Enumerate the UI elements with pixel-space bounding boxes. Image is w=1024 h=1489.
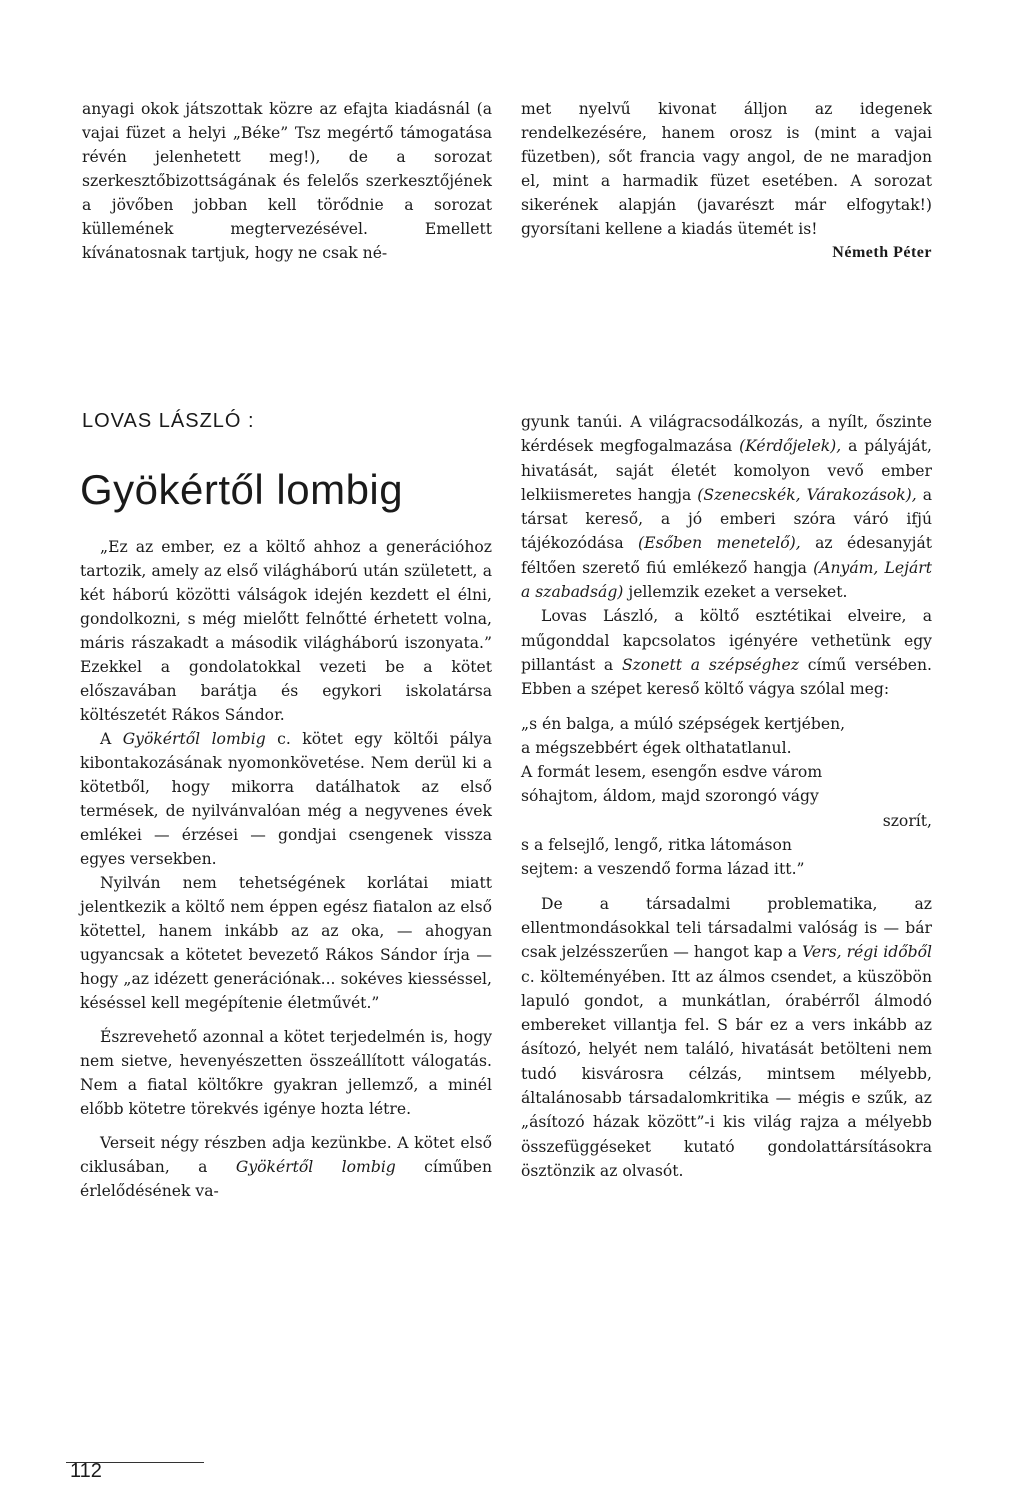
paragraph: Észrevehető azonnal a kötet terjedelmén is, hogy nem sietve, hevenyészetten összeállított válogatás. Nem a fiatal költőkre gyakran jellemző, a minél előbb kötetre törekvés igénye hozta létre.: [80, 1028, 492, 1118]
poem-line: sóhajtom, áldom, majd szorongó vágy: [521, 787, 819, 806]
signature: Németh Péter: [832, 244, 932, 261]
column-top-right: [521, 97, 932, 265]
poem-line: s a felsejlő, lengő, ritka látomáson: [521, 836, 792, 855]
paragraph: Lovas László, a költő esztétikai elveire, a műgonddal kapcsolatos igényére vethetünk egy pillantást a Szonett a szépséghez című versében. Ebben a szépet kereső költő vágya szólal meg:: [521, 607, 932, 699]
page-number: 112: [70, 1460, 102, 1482]
column-bottom-right: [521, 410, 932, 1183]
paragraph: anyagi okok játszottak közre az efajta kiadásnál (a vajai füzet a helyi „Béke” Tsz megértő támogatása révén jelenhetett meg!), de a sorozat szerkesztőbizottságának és felelős szerkesztőjének a jövőben jobban kell törődnie a sorozat küllemének megtervezésével. Emellett kívánatosnak tartjuk, hogy ne csak né-: [82, 100, 492, 262]
column-bottom-left: [80, 535, 492, 1203]
paragraph: De a társadalmi problematika, az ellentmondásokkal teli társadalmi valóság is — bár csak jelzésszerűen — hangot kap a Vers, régi időből c. költeményében. Itt az álmos csendet, a küszöbön lapuló gondot, a munkátlan, órabérről álmodó embereket villantja fel. S bár ez a vers inkább az ásítozó, helyét nem találó, hivatását betölteni nem tudó kisvárosra célzás, mintsem mélyebb, általánosabb társadalomkritika — mégis e szűk, az „ásítozó házak között”-i kis világ rajza a mélyebb összefüggéseket kutató gondolattársításokra ösztönzik az olvasót.: [521, 894, 932, 1180]
paragraph: gyunk tanúi. A világracsodálkozás, a nyílt, őszinte kérdések megfogalmazása (Kérdőjelek), a pályáját, hivatását, saját életét komolyon vevő ember lelkiismeretes hangja (Szenecskék, Várakozások), a társat kereső, a jó emberi szóra váró ifjú tájékozódása (Esőben menetelő), az édesanyját féltően szerető fiú emlékező hangja (Anyám, Lejárt a szabadság) jellemzik ezeket a verseket.: [521, 413, 933, 602]
book-title: Gyökértől lombig: [122, 730, 266, 748]
paragraph: Verseit négy részben adja kezünkbe. A kötet első ciklusában, a Gyökértől lombig címűben érlelődésének va-: [80, 1134, 492, 1200]
book-title: Gyökértől lombig: [235, 1158, 396, 1176]
article-title: Gyökértől lombig: [80, 466, 404, 513]
article-author: LOVAS LÁSZLÓ :: [82, 410, 255, 432]
paragraph: met nyelvű kivonat álljon az idegenek rendelkezésére, hanem orosz is (mint a vajai füzetben), sőt francia vagy angol, de ne maradjon el, mint a harmadik füzet esetében. A sorozat sikerének alapján (javarészt már elfogytak!) gyorsítani kellene a kiadás ütemét is!: [521, 100, 932, 238]
poem-line: sejtem: a veszendő forma lázad itt.”: [521, 860, 805, 879]
paragraph: Nyilván nem tehetségének korlátai miatt jelentkezik a költő nem éppen egész fiatalon az első kötettel, hanem inkább az az oka, — ahogyan ugyancsak a kötetet bevezető Rákos Sándor írja — hogy „az idézett generációnak... sokéves kiesséssel, késéssel kell megépítenie életművét.”: [80, 874, 492, 1012]
poem-line: „s én balga, a múló szépségek kertjében,: [521, 714, 846, 733]
poem-line: A formát lesem, esengőn esdve várom: [521, 763, 823, 782]
poem-quote: [521, 712, 932, 882]
poem-line: szorít,: [882, 811, 932, 830]
poem-line: a mégszebbért égek olthatatlanul.: [521, 738, 792, 757]
paragraph: „Ez az ember, ez a költő ahhoz a generációhoz tartozik, amely az első világháború után született, a két háború közötti válságok idején kezdett el élni, gondolkozni, s még mielőtt felnőtté érhetett volna, máris rászakadt a második világháború iszonyata.” Ezekkel a gondolatokkal vezeti be a kötet előszavában barátja és egykori iskolatársa költészetét Rákos Sándor.: [80, 538, 492, 724]
paragraph: A Gyökértől lombig c. kötet egy költői pálya kibontakozásának nyomonkövetése. Nem derül ki a kötetből, hogy mikorra datálhatok az első termések, de nyilvánvalóan még a negyvenes évek emlékei — érzései — gondjai csengenek vissza egyes versekben.: [80, 730, 493, 868]
column-top-left: [82, 97, 492, 265]
